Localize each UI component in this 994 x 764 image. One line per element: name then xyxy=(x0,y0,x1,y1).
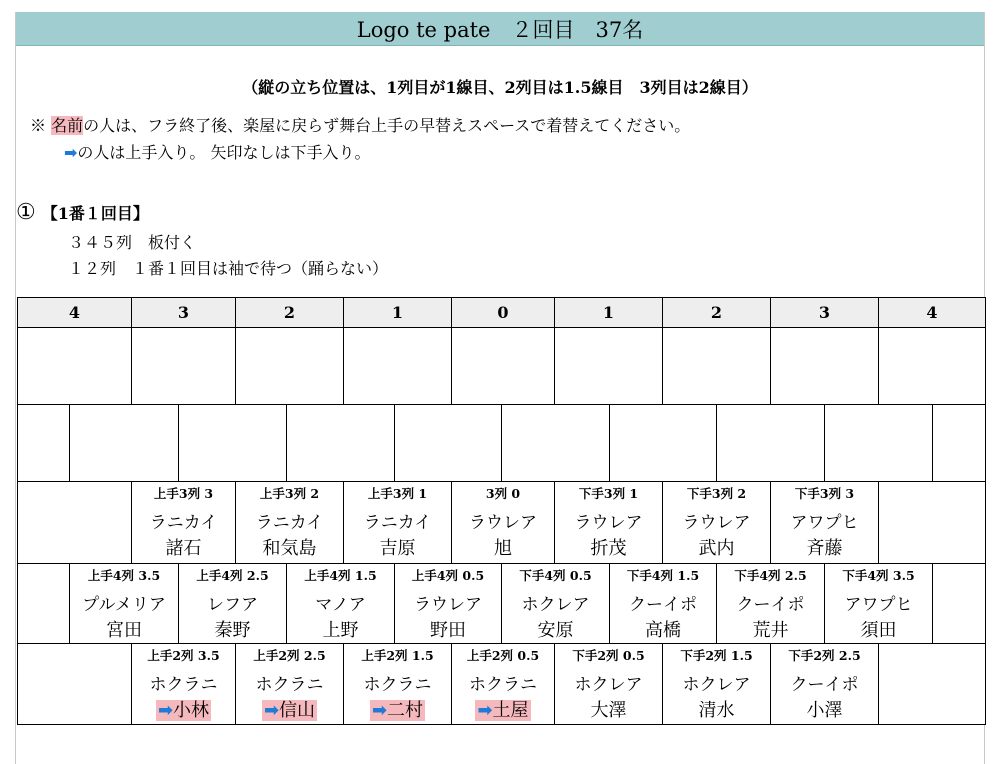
group-name: アワプヒ xyxy=(844,595,913,615)
dancer-name-text: 土屋 xyxy=(492,700,529,721)
dancer-name: 小澤 xyxy=(806,700,843,721)
section-title: 【1番１回目】 xyxy=(41,204,149,223)
instruction-line-1 xyxy=(30,113,690,136)
dancer-cell xyxy=(178,563,287,644)
dancer-cell xyxy=(394,563,502,644)
empty-cell xyxy=(878,327,986,405)
position-label: 下手4列 3.5 xyxy=(842,568,915,583)
position-label: 上手3列 2 xyxy=(259,486,320,501)
group-name: ラニカイ xyxy=(255,513,324,533)
position-label: 上手2列 1.5 xyxy=(361,648,434,663)
dancer-name: 吉原 xyxy=(379,538,416,559)
empty-cell xyxy=(17,481,132,564)
empty-cell xyxy=(554,327,663,405)
dancer-cell xyxy=(131,643,236,725)
dancer-name: 大澤 xyxy=(590,700,627,721)
dancer-name: 和気島 xyxy=(262,538,317,559)
right-arrow-icon: ➡ xyxy=(157,700,174,721)
dancer-name: 野田 xyxy=(430,620,466,641)
empty-cell xyxy=(17,563,70,644)
right-arrow-icon: ➡ xyxy=(371,700,388,721)
name-highlight-sample: 名前 xyxy=(51,116,84,135)
empty-cell xyxy=(770,327,879,405)
empty-cell xyxy=(662,327,771,405)
quick-change-highlight xyxy=(156,700,211,721)
dancer-cell xyxy=(554,643,663,725)
empty-cell xyxy=(824,404,933,482)
dancer-name: 秦野 xyxy=(214,620,251,641)
note-mark: ※ xyxy=(30,116,52,135)
group-name: ホクラニ xyxy=(255,675,324,695)
dancer-name: 諸石 xyxy=(165,538,202,559)
position-label: 下手3列 2 xyxy=(686,486,747,501)
empty-cell xyxy=(932,404,986,482)
group-name: ホクレア xyxy=(574,675,643,695)
column-header: 2 xyxy=(235,297,344,328)
dancer-name: 荒井 xyxy=(752,620,789,641)
empty-cell xyxy=(286,404,395,482)
instruction-line-2 xyxy=(64,140,371,163)
dancer-cell xyxy=(554,481,663,564)
dancer-name: 高橋 xyxy=(645,620,681,641)
group-name: ホクラニ xyxy=(149,675,218,695)
column-header: 3 xyxy=(131,297,236,328)
group-name: ラニカイ xyxy=(149,513,218,533)
quick-change-highlight xyxy=(475,700,530,721)
empty-cell xyxy=(501,404,610,482)
right-arrow-icon: ➡ xyxy=(64,143,78,162)
right-arrow-icon: ➡ xyxy=(477,700,493,721)
section-line-1: ３４５列 板付く xyxy=(68,233,197,252)
empty-cell xyxy=(878,481,986,564)
dancer-name xyxy=(452,696,554,722)
position-label: 下手4列 1.5 xyxy=(626,568,700,583)
dancer-cell xyxy=(451,481,555,564)
position-label: 上手2列 3.5 xyxy=(147,648,220,663)
empty-cell xyxy=(394,404,502,482)
group-name: クーイポ xyxy=(790,675,859,695)
dancer-name: 宮田 xyxy=(106,620,142,641)
empty-cell xyxy=(178,404,287,482)
empty-cell xyxy=(69,404,179,482)
position-label: 下手2列 2.5 xyxy=(788,648,861,663)
group-name: ホクレア xyxy=(682,675,751,695)
dancer-name: 武内 xyxy=(698,538,735,559)
dancer-name-text: 信山 xyxy=(279,700,316,721)
empty-cell xyxy=(235,327,344,405)
position-label: 下手2列 1.5 xyxy=(680,648,753,663)
dancer-cell xyxy=(609,563,717,644)
dancer-name: 折茂 xyxy=(590,538,627,559)
dancer-cell xyxy=(501,563,610,644)
dancer-name: 斉藤 xyxy=(806,538,843,559)
group-name: ラウレア xyxy=(574,513,643,533)
column-header: 1 xyxy=(554,297,663,328)
dancer-name: 安原 xyxy=(537,620,574,641)
dancer-name: 須田 xyxy=(860,620,897,641)
dancer-name: 旭 xyxy=(494,538,512,559)
position-label: 下手4列 0.5 xyxy=(519,568,592,583)
group-name: ホクレア xyxy=(521,595,590,615)
position-label: 上手2列 0.5 xyxy=(466,648,540,663)
empty-cell xyxy=(878,643,986,725)
group-name: ラウレア xyxy=(469,513,537,533)
group-name: ラウレア xyxy=(682,513,751,533)
dancer-cell xyxy=(770,481,879,564)
dancer-cell xyxy=(662,481,771,564)
quick-change-highlight xyxy=(262,700,317,721)
empty-cell xyxy=(932,563,986,644)
empty-cell xyxy=(131,327,236,405)
dancer-cell xyxy=(662,643,771,725)
position-label: 上手3列 1 xyxy=(367,486,428,501)
dancer-name-text: 小林 xyxy=(173,700,210,721)
empty-cell xyxy=(451,327,555,405)
dancer-cell xyxy=(131,481,236,564)
dancer-cell xyxy=(451,643,555,725)
group-name: プルメリア xyxy=(82,595,166,615)
empty-cell xyxy=(17,643,132,725)
empty-cell xyxy=(716,404,825,482)
position-label: 上手2列 2.5 xyxy=(253,648,326,663)
group-name: ホクラニ xyxy=(469,675,537,695)
column-header: 4 xyxy=(878,297,986,328)
dancer-cell xyxy=(235,643,344,725)
page-edge-left xyxy=(15,12,16,764)
group-name: レフア xyxy=(207,595,258,615)
position-label: 下手3列 1 xyxy=(578,486,639,501)
dancer-cell xyxy=(286,563,395,644)
quick-change-highlight xyxy=(370,700,425,721)
note-text-1: の人は、フラ終了後、楽屋に戻らず舞台上手の早替えスペースで着替えてください。 xyxy=(83,116,691,135)
column-header: 4 xyxy=(17,297,132,328)
position-label: 上手4列 3.5 xyxy=(87,568,161,583)
position-note: （縦の立ち位置は、1列目が1線目、2列目は1.5線目 3列目は2線目） xyxy=(242,78,758,97)
section-line-2: １２列 １番１回目は袖で待つ（踊らない） xyxy=(68,259,389,278)
position-label: 上手3列 3 xyxy=(153,486,214,501)
position-label: 下手3列 3 xyxy=(794,486,855,501)
page-title: Logo te pate ２回目 37名 xyxy=(16,12,984,46)
dancer-cell xyxy=(343,643,452,725)
position-label: 上手4列 1.5 xyxy=(304,568,377,583)
dancer-cell xyxy=(824,563,933,644)
group-name: ラウレア xyxy=(414,595,482,615)
column-header: 0 xyxy=(451,297,555,328)
note-text-2: の人は上手入り。 矢印なしは下手入り。 xyxy=(77,143,371,162)
group-name: アワプヒ xyxy=(790,513,859,533)
section-heading xyxy=(16,200,149,225)
group-name: ラニカイ xyxy=(363,513,432,533)
position-label: 下手4列 2.5 xyxy=(734,568,807,583)
dancer-cell xyxy=(343,481,452,564)
right-arrow-icon: ➡ xyxy=(263,700,280,721)
column-header: 3 xyxy=(770,297,879,328)
position-label: 3列 0 xyxy=(485,486,521,501)
group-name: クーイポ xyxy=(736,595,805,615)
column-header: 2 xyxy=(662,297,771,328)
dancer-cell xyxy=(235,481,344,564)
dancer-cell xyxy=(716,563,825,644)
position-label: 下手2列 0.5 xyxy=(572,648,645,663)
group-name: マノア xyxy=(315,595,366,615)
dancer-cell xyxy=(770,643,879,725)
dancer-name-text: 二村 xyxy=(387,700,424,721)
dancer-name: 上野 xyxy=(322,620,359,641)
empty-cell xyxy=(343,327,452,405)
group-name: クーイポ xyxy=(629,595,697,615)
empty-cell xyxy=(17,327,132,405)
dancer-name xyxy=(236,696,343,722)
dancer-name: 清水 xyxy=(698,700,735,721)
column-header: 1 xyxy=(343,297,452,328)
dancer-name xyxy=(344,696,451,722)
dancer-name xyxy=(132,696,235,722)
empty-cell xyxy=(17,404,70,482)
empty-cell xyxy=(609,404,717,482)
group-name: ホクラニ xyxy=(363,675,432,695)
dancer-cell xyxy=(69,563,179,644)
position-label: 上手4列 2.5 xyxy=(196,568,269,583)
section-number: ① xyxy=(16,200,36,225)
position-label: 上手4列 0.5 xyxy=(411,568,485,583)
